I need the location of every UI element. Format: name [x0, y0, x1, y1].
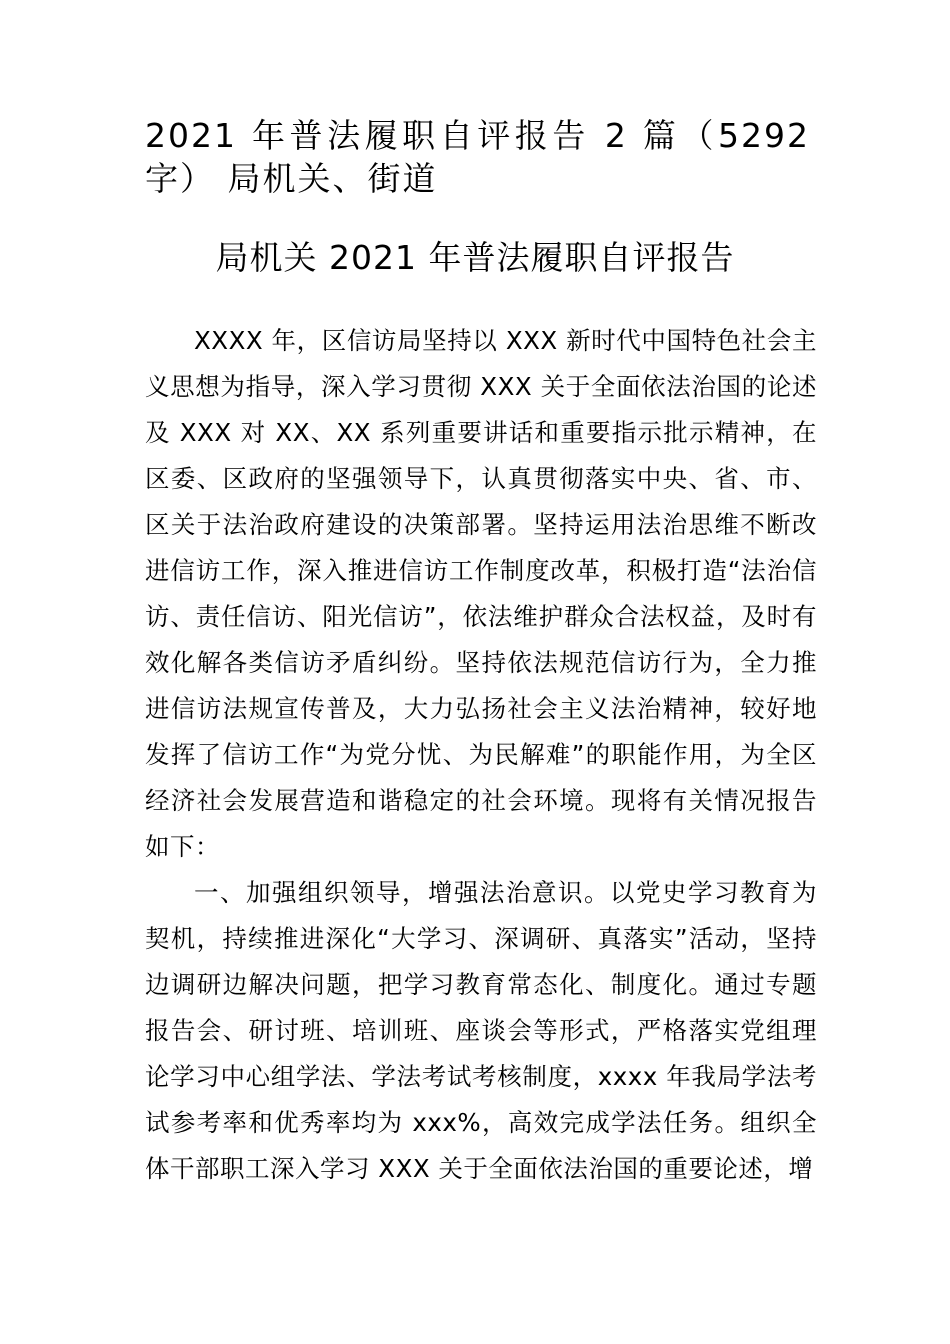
paragraph: 一、加强组织领导，增强法治意识。以党史学习教育为契机，持续推进深化“大学习、深调研、真落实”活动，坚持边调研边解决问题，把学习教育常态化、制度化。通过专题报告会、研讨班、培训班、座谈会等形式，严格落实党组理论学习中心组学法、学法考试考核制度，xxxx 年我局学法考试参考率和优秀率均为 xxx%，高效完成学法任务。组织全体干部职工深入学习 XXX 关于全面依法治国的重要论述，增: [145, 878, 817, 1183]
document-title: 2021 年普法履职自评报告 2 篇（5292 字） 局机关、街道: [145, 116, 810, 198]
document-subtitle: 局机关 2021 年普法履职自评报告: [215, 238, 735, 277]
document-body: [145, 318, 817, 1192]
paragraph: XXXX 年，区信访局坚持以 XXX 新时代中国特色社会主义思想为指导，深入学习贯彻 XXX 关于全面依法治国的论述及 XXX 对 XX、XX 系列重要讲话和重要指示批示精神，在区委、区政府的坚强领导下，认真贯彻落实中央、省、市、区关于法治政府建设的决策部署。坚持运用法治思维不断改进信访工作，深入推进信访工作制度改革，积极打造“法治信访、责任信访、阳光信访”，依法维护群众合法权益，及时有效化解各类信访矛盾纠纷。坚持依法规范信访行为，全力推进信访法规宣传普及，大力弘扬社会主义法治精神，较好地发挥了信访工作“为党分忧、为民解难”的职能作用，为全区经济社会发展营造和谐稳定的社会环境。现将有关情况报告如下：: [145, 326, 817, 861]
